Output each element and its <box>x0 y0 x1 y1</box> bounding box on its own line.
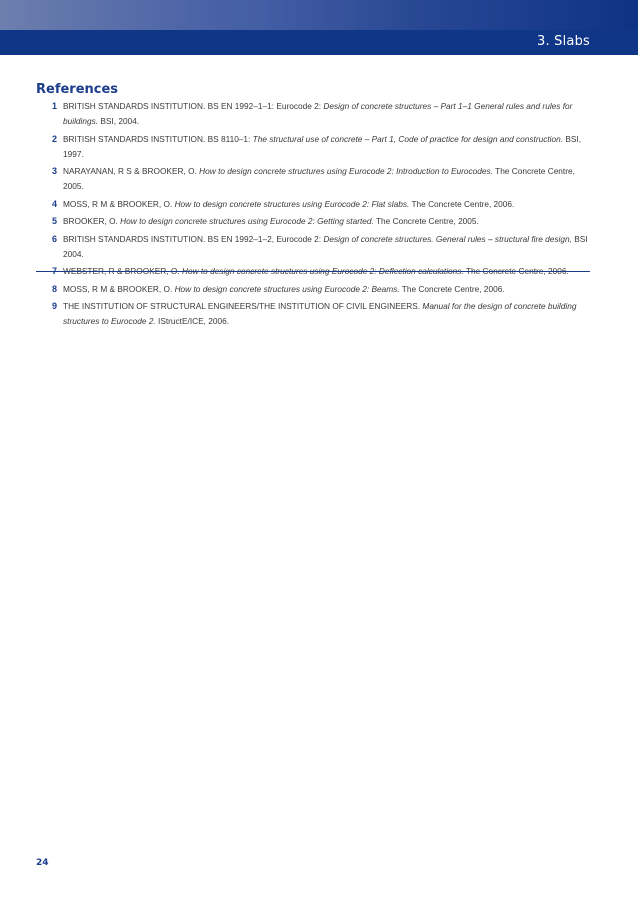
reference-number: 9 <box>51 301 57 311</box>
reference-title: Design of concrete structures – Part 1–1 General rules and rules for buildings. <box>63 101 573 126</box>
reference-item <box>36 214 592 229</box>
reference-item <box>36 282 592 297</box>
reference-number: 5 <box>51 216 57 226</box>
reference-title: How to design concrete structures using Eurocode 2: Flat slabs. <box>174 198 410 209</box>
reference-text <box>63 282 592 297</box>
reference-title: How to design concrete structures using Eurocode 2: Getting started. <box>120 216 374 226</box>
reference-authors: MOSS, R M & BROOKER, O. <box>63 198 175 209</box>
reference-number: 6 <box>51 233 57 244</box>
reference-text <box>63 164 592 194</box>
reference-number: 7 <box>51 266 57 276</box>
reference-publisher: The Concrete Centre, 2006. <box>409 198 515 209</box>
page-number: 24 <box>36 858 49 868</box>
references-list <box>36 99 592 329</box>
reference-number: 1 <box>51 101 57 111</box>
reference-authors: MOSS, R M & BROOKER, O. <box>63 283 175 294</box>
reference-item <box>36 232 592 262</box>
reference-authors: BRITISH STANDARDS INSTITUTION. BS EN 1992–1–1: Eurocode 2: <box>63 101 324 111</box>
reference-authors: WEBSTER, R & BROOKER, O. <box>63 266 182 276</box>
reference-title: How to design concrete structures using Eurocode 2: Introduction to Eurocodes. <box>199 166 493 176</box>
reference-number: 4 <box>51 198 57 209</box>
reference-authors: BRITISH STANDARDS INSTITUTION. BS EN 1992–1–2, Eurocode 2: <box>63 233 324 244</box>
header-title-bar <box>0 30 638 55</box>
reference-item <box>36 99 592 129</box>
reference-publisher: BSI 2004. <box>63 233 588 259</box>
reference-number: 3 <box>51 166 57 176</box>
section-divider <box>36 271 590 272</box>
reference-text <box>63 214 592 229</box>
reference-authors: BRITISH STANDARDS INSTITUTION. BS 8110–1: <box>63 133 253 144</box>
references-section <box>36 82 592 332</box>
reference-number: 8 <box>51 283 57 294</box>
reference-publisher: The Concrete Centre, 2006. <box>399 283 505 294</box>
reference-title: Manual for the design of concrete building structures to Eurocode 2. <box>63 301 577 326</box>
reference-item <box>36 164 592 194</box>
reference-title: Design of concrete structures. General rules – structural fire design, <box>323 233 572 244</box>
reference-item <box>36 132 592 162</box>
reference-text <box>63 232 592 262</box>
reference-item <box>36 299 592 329</box>
reference-publisher: The Concrete Centre, 2005. <box>373 216 479 226</box>
reference-publisher: The Concrete Centre, 2006. <box>463 266 569 276</box>
reference-text <box>63 197 592 212</box>
reference-authors: THE INSTITUTION OF STRUCTURAL ENGINEERS/THE INSTITUTION OF CIVIL ENGINEERS. <box>63 301 423 311</box>
reference-text <box>63 299 592 329</box>
header-gradient-band <box>0 0 638 30</box>
reference-title: The structural use of concrete – Part 1, Code of practice for design and construction. <box>252 133 564 144</box>
reference-publisher: BSI, 2004. <box>98 116 140 126</box>
reference-authors: NARAYANAN, R S & BROOKER, O. <box>63 166 200 176</box>
reference-publisher: The Concrete Centre, 2005. <box>63 166 575 191</box>
reference-authors: BROOKER, O. <box>63 216 121 226</box>
reference-item <box>36 197 592 212</box>
reference-text <box>63 99 592 129</box>
reference-title: How to design concrete structures using Eurocode 2: Beams. <box>174 283 400 294</box>
reference-number: 2 <box>51 133 57 144</box>
reference-text <box>63 132 592 162</box>
section-title: 3. Slabs <box>537 34 590 49</box>
reference-title: How to design concrete structures using Eurocode 2: Deflection calculations. <box>181 266 464 276</box>
references-heading: References <box>36 82 119 97</box>
reference-publisher: IStructE/ICE, 2006. <box>155 316 230 326</box>
reference-publisher: BSI, 1997. <box>63 133 582 159</box>
